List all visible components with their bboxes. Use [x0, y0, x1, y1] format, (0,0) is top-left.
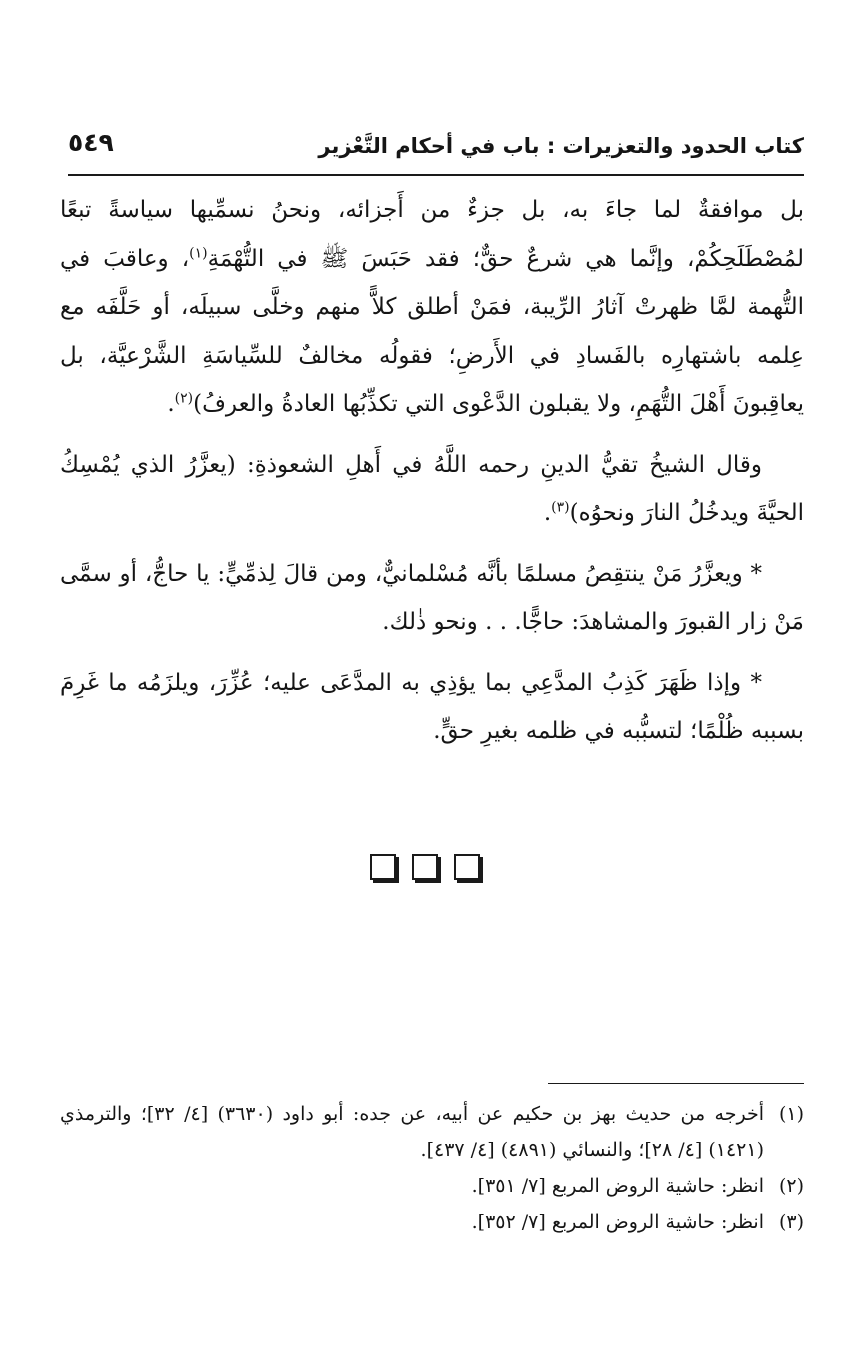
footnote-number: (١): [778, 1103, 804, 1125]
running-title: كتاب الحدود والتعزيرات : باب في أحكام التَّعْزير: [318, 134, 804, 158]
paragraph-1-text-b: ، وعاقبَ في التُّهمة لمَّا ظهرتْ آثارُ الرِّيبة، فمَنْ أطلق كلاًّ منهم وخلَّى سبيلَه، أو حَلَّفَه مع عِلمه باشتهارِه بالفَسادِ في الأَرضِ؛ فقولُه مخالفٌ للسِّياسَةِ الشَّرْعيَّة، بل يعاقِبونَ أَهْلَ التُّهَمِ، ولا يقبلون الدَّعْوى التي تكذِّبُها العادةُ والعرفُ): [60, 245, 804, 417]
paragraph-2: [60, 441, 804, 538]
footnote-text: أخرجه من حديث بهز بن حكيم عن أبيه، عن جده: أبو داود (٣٦٣٠) [٤/ ٣٢]؛ والترمذي (١٤٢١) [٤/ ٢٨]؛ والنسائي (٤٨٩١) [٤/ ٤٣٧].: [60, 1103, 764, 1161]
footnotes: [60, 1096, 804, 1240]
footnote-ref-3: (٣): [551, 499, 570, 516]
page-header: [68, 128, 804, 174]
main-text: [60, 186, 804, 768]
paragraph-1: [60, 186, 804, 429]
paragraph-2-text: وقال الشيخُ تقيُّ الدينِ رحمه اللَّهُ في أَهلِ الشعوذةِ: (يعزَّرُ الذي يُمْسِكُ الحيَّةَ ويدخُلُ النارَ ونحوُه): [60, 451, 804, 526]
footnote-ref-2: (٢): [174, 390, 194, 407]
paragraph-1-text-a: بل موافقةٌ لما جاءَ به، بل جزءٌ من أَجزائه، ونحنُ نسمِّيها سياسةً تبعًا لمُصْطَلَحِكُمْ، وإنَّما هي شرعٌ حقٌّ؛ فقد حَبَسَ ﷺ في التُّهْمَةِ: [60, 197, 804, 272]
footnote-text: انظر: حاشية الروض المربع [٧/ ٣٥٢].: [471, 1211, 764, 1233]
paragraph-2-end: .: [543, 500, 552, 526]
page-number: ٥٤٩: [68, 128, 114, 157]
footnote-3: [60, 1204, 804, 1240]
separator-box-icon: [412, 854, 438, 880]
footnote-2: [60, 1168, 804, 1204]
header-rule: [68, 174, 804, 176]
separator-box-icon: [370, 854, 396, 880]
footnote-number: (٣): [778, 1211, 804, 1233]
paragraph-3: * ويعزَّرُ مَنْ ينتقِصُ مسلمًا بأنَّه مُسْلمانيٌّ، ومن قالَ لِذمِّيٍّ: يا حاجُّ، أو سمَّى مَنْ زار القبورَ والمشاهدَ: حاجًّا. . . ونحو ذٰلك.: [60, 560, 804, 635]
paragraph-4: * وإذا ظَهَرَ كَذِبُ المدَّعِي بما يؤذِي به المدَّعَى عليه؛ عُزِّرَ، ويلزَمُه ما غَرِمَ بسببه ظُلْمًا؛ لتسبُّبه في ظلمه بغيرِ حقٍّ.: [60, 669, 804, 744]
footnote-ref-1: (١): [189, 244, 208, 261]
section-separator: [0, 854, 849, 884]
footnote-number: (٢): [778, 1175, 804, 1197]
footnote-1: [60, 1096, 804, 1168]
separator-box-icon: [454, 854, 480, 880]
footnote-text: انظر: حاشية الروض المربع [٧/ ٣٥١].: [471, 1175, 764, 1197]
paragraph-1-end: .: [167, 391, 175, 417]
footnote-rule: [548, 1083, 804, 1084]
